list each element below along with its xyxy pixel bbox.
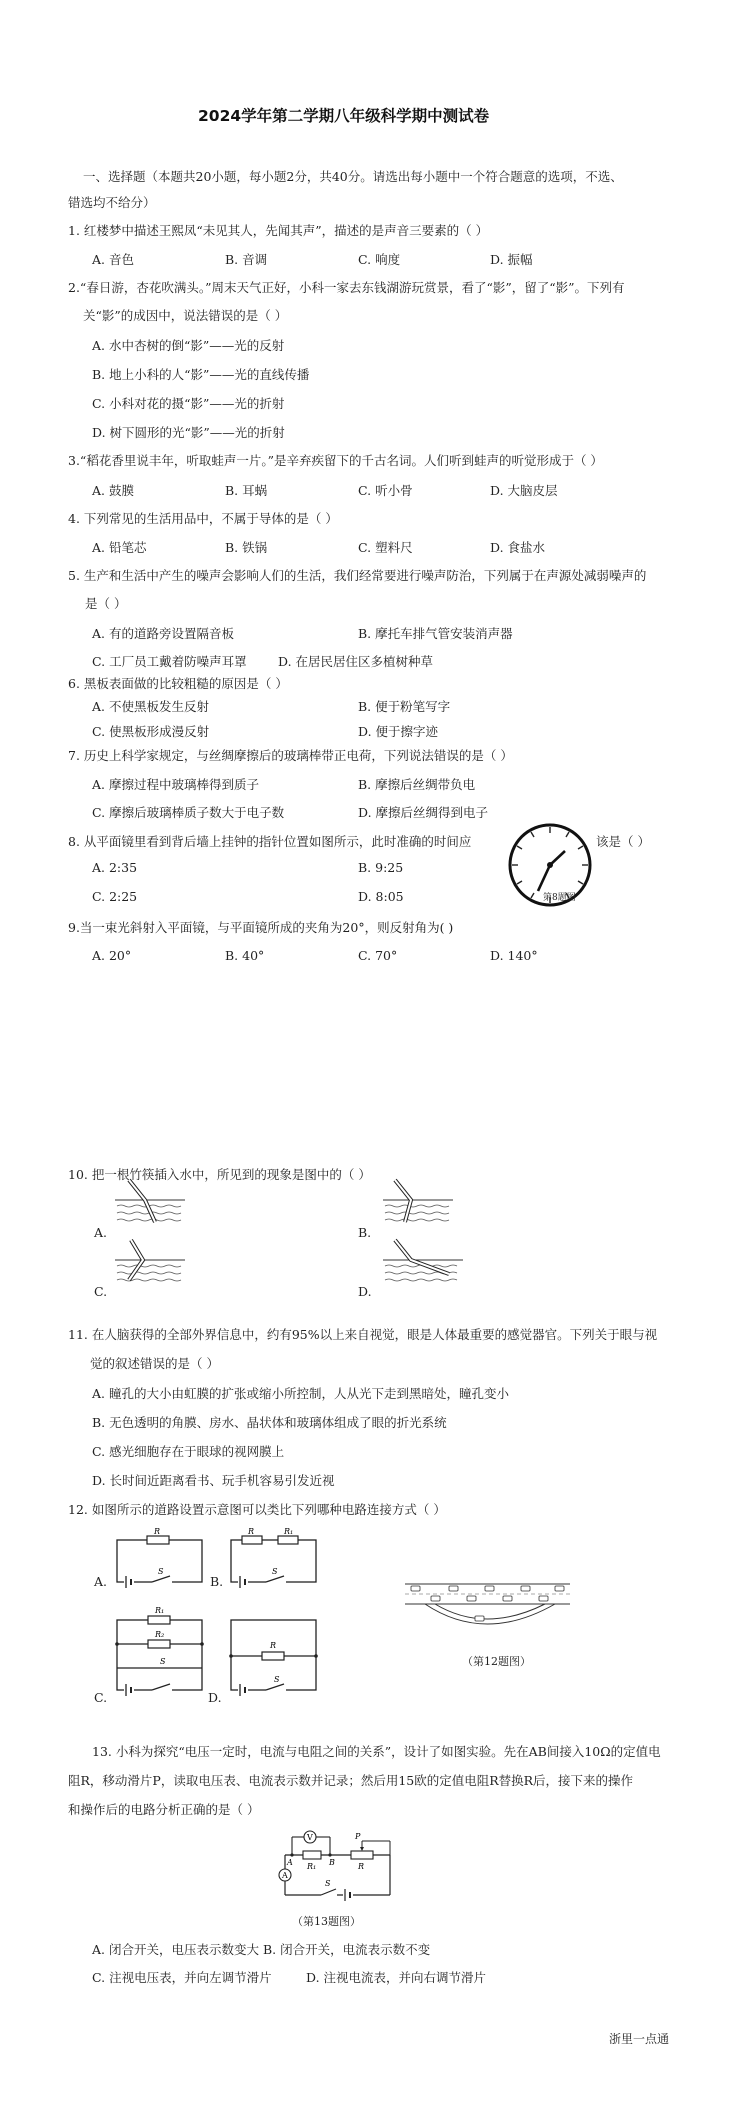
resistor-label: R — [248, 1527, 255, 1536]
question-stem: 10. 把一根竹筷插入水中，所见到的现象是图中的（ ） — [68, 1167, 371, 1182]
option: B. — [210, 1574, 224, 1589]
circuit-d — [226, 1610, 321, 1700]
question-stem: 11. 在人脑获得的全部外界信息中，约有95%以上来自视觉，眼是人体最重要的感觉器官。下列关于眼与视 — [68, 1327, 658, 1342]
figure-caption: （第13题图） — [292, 1915, 361, 1928]
option: B. 40° — [225, 948, 265, 963]
figure-caption: （第12题图） — [462, 1655, 531, 1668]
option: C. 听小骨 — [358, 483, 413, 498]
chopstick-figure-a — [115, 1180, 185, 1230]
option: A. 20° — [92, 948, 132, 963]
option: C. 工厂员工戴着防噪声耳罩 — [92, 654, 247, 669]
circuit-a — [112, 1527, 207, 1590]
option: A. 铅笔芯 — [92, 540, 147, 555]
switch-label: S — [158, 1567, 164, 1576]
option: C. — [94, 1284, 108, 1299]
option: B. 耳蜗 — [225, 483, 268, 498]
circuit-c — [112, 1606, 207, 1700]
ammeter-label: A — [282, 1871, 288, 1880]
option: A. 有的道路旁设置隔音板 — [92, 626, 234, 641]
experiment-circuit — [265, 1825, 400, 1900]
resistor-label: R₁ — [284, 1527, 294, 1536]
question-stem: 5. 生产和生活中产生的噪声会影响人们的生活，我们经常要进行噪声防治，下列属于在声源处减弱噪声的 — [68, 568, 647, 583]
option: C. 摩擦后玻璃棒质子数大于电子数 — [92, 805, 285, 820]
option: A. — [94, 1225, 108, 1240]
question-stem: 1. 红楼梦中描述王熙凤“未见其人，先闻其声”，描述的是声音三要素的（ ） — [68, 223, 489, 238]
resistor-label: R₁ — [155, 1606, 165, 1615]
option: D. 8:05 — [358, 889, 404, 904]
page-title: 2024学年第二学期八年级科学期中测试卷 — [198, 107, 490, 125]
option: D. — [208, 1690, 222, 1705]
slider-label: P — [355, 1832, 361, 1841]
road-figure — [405, 1582, 570, 1644]
option: B. 便于粉笔写字 — [358, 699, 451, 714]
chopstick-figure-c — [115, 1240, 185, 1290]
resistor-label: R₂ — [155, 1630, 165, 1639]
option: D. 树下圆形的光“影”——光的折射 — [92, 425, 285, 440]
option: A. — [94, 1574, 108, 1589]
option: D. — [358, 1284, 372, 1299]
question-stem: 觉的叙述错误的是（ ） — [90, 1356, 219, 1371]
question-stem: 8. 从平面镜里看到背后墙上挂钟的指针位置如图所示，此时准确的时间应 — [68, 834, 472, 849]
question-stem: 13. 小科为探究“电压一定时，电流与电阻之间的关系”，设计了如图实验。先在AB间接入10Ω的定值电 — [92, 1744, 661, 1759]
question-stem: 12. 如图所示的道路设置示意图可以类比下列哪种电路连接方式（ ） — [68, 1502, 446, 1517]
option: D. 摩擦后丝绸得到电子 — [358, 805, 489, 820]
question-stem: 9.当一束光斜射入平面镜，与平面镜所成的夹角为20°，则反射角为( ) — [68, 920, 454, 935]
section-instructions: 一、选择题（本题共20小题，每小题2分，共40分。请选出每小题中一个符合题意的选项，不选、 — [83, 169, 623, 184]
voltmeter-label: V — [307, 1833, 313, 1842]
option: C. 响度 — [358, 252, 401, 267]
option: C. 使黑板形成漫反射 — [92, 724, 210, 739]
question-stem: 阻R，移动滑片P，读取电压表、电流表示数并记录；然后用15欧的定值电阻R替换R后，接下来的操作 — [68, 1773, 634, 1788]
option: C. 小科对花的摄“影”——光的折射 — [92, 396, 285, 411]
option: B. 摩擦后丝绸带负电 — [358, 777, 476, 792]
clock-figure — [505, 820, 595, 910]
option: B. 地上小科的人“影”——光的直线传播 — [92, 367, 310, 382]
footer-watermark: 浙里一点通 — [609, 2032, 670, 2046]
section-instructions: 错选均不给分） — [68, 195, 156, 210]
option: B. — [358, 1225, 372, 1240]
question-stem: 关“影”的成因中，说法错误的是（ ） — [83, 308, 288, 323]
question-stem: 3.“稻花香里说丰年，听取蛙声一片。”是辛弃疾留下的千古名词。人们听到蛙声的听觉形成于（ ） — [68, 453, 603, 468]
option: B. 铁锅 — [225, 540, 268, 555]
option: D. 便于擦字迹 — [358, 724, 439, 739]
question-stem: 该是（ ） — [596, 834, 650, 849]
option: D. 振幅 — [490, 252, 533, 267]
option: C. — [94, 1690, 108, 1705]
question-stem: 是（ ） — [85, 596, 127, 611]
figure-caption: 第8题图 — [543, 893, 576, 903]
option: A. 2:35 — [92, 860, 138, 875]
option: A. 鼓膜 — [92, 483, 134, 498]
resistor-label: R₁ — [307, 1862, 317, 1871]
point-label: B — [329, 1858, 335, 1867]
option: D. 长时间近距离看书、玩手机容易引发近视 — [92, 1473, 335, 1488]
option: C. 70° — [358, 948, 398, 963]
option: A. 摩擦过程中玻璃棒得到质子 — [92, 777, 259, 792]
switch-label: S — [274, 1675, 280, 1684]
option: B. 音调 — [225, 252, 268, 267]
option: A. 不使黑板发生反射 — [92, 699, 209, 714]
option: A. 音色 — [92, 252, 134, 267]
question-stem: 7. 历史上科学家规定，与丝绸摩擦后的玻璃棒带正电荷，下列说法错误的是（ ） — [68, 748, 513, 763]
question-stem: 4. 下列常见的生活用品中，不属于导体的是（ ） — [68, 511, 338, 526]
question-stem: 6. 黑板表面做的比较粗糙的原因是（ ） — [68, 676, 288, 691]
option: B. 无色透明的角膜、房水、晶状体和玻璃体组成了眼的折光系统 — [92, 1415, 447, 1430]
circuit-b — [226, 1527, 321, 1590]
option: C. 注视电压表，并向左调节滑片 — [92, 1970, 272, 1985]
rheostat-label: R — [358, 1862, 365, 1871]
question-stem: 2.“春日游，杏花吹满头。”周末天气正好，小科一家去东钱湖游玩赏景，看了“影”，留了“影”。下列有 — [68, 280, 625, 295]
switch-label: S — [160, 1657, 166, 1666]
option: A. 水中杏树的倒“影”——光的反射 — [92, 338, 285, 353]
option: B. 摩托车排气管安装消声器 — [358, 626, 513, 641]
chopstick-figure-b — [383, 1180, 453, 1230]
option: D. 食盐水 — [490, 540, 546, 555]
option: C. 塑料尺 — [358, 540, 413, 555]
option: C. 2:25 — [92, 889, 138, 904]
question-stem: 和操作后的电路分析正确的是（ ） — [68, 1802, 260, 1817]
option: A. 闭合开关，电压表示数变大 B. 闭合开关，电流表示数不变 — [92, 1942, 431, 1957]
option: A. 瞳孔的大小由虹膜的扩张或缩小所控制，人从光下走到黑暗处，瞳孔变小 — [92, 1386, 509, 1401]
option: B. 9:25 — [358, 860, 404, 875]
resistor-label: R — [154, 1527, 161, 1536]
option: D. 大脑皮层 — [490, 483, 558, 498]
option: D. 140° — [490, 948, 538, 963]
switch-label: S — [325, 1879, 331, 1888]
switch-label: S — [272, 1567, 278, 1576]
option: D. 注视电流表，并向右调节滑片 — [306, 1970, 487, 1985]
resistor-label: R — [270, 1641, 277, 1650]
chopstick-figure-d — [383, 1240, 463, 1290]
point-label: A — [287, 1858, 293, 1867]
option: D. 在居民居住区多植树种草 — [278, 654, 434, 669]
option: C. 感光细胞存在于眼球的视网膜上 — [92, 1444, 285, 1459]
